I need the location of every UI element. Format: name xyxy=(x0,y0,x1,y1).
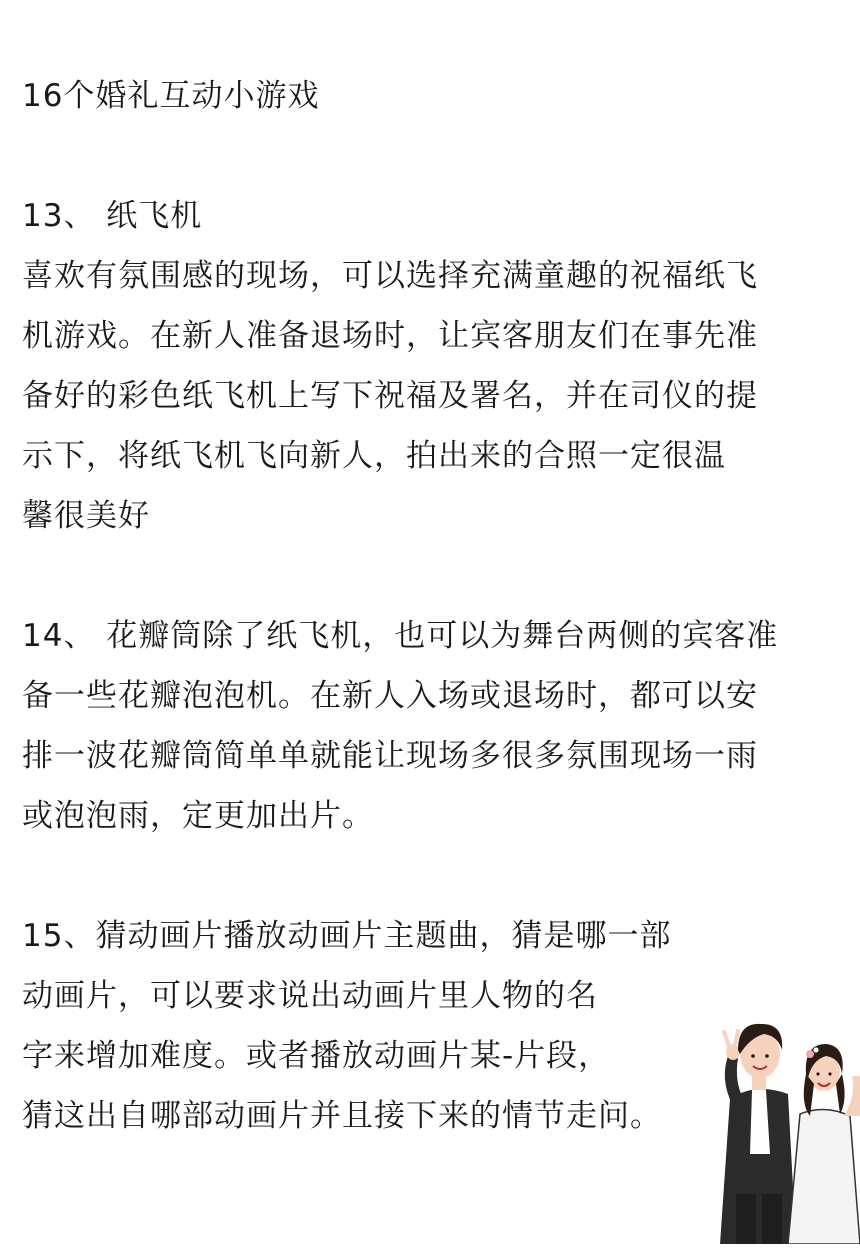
section-15-line: 动画片，可以要求说出动画片里人物的名 xyxy=(22,978,598,1014)
section-13-heading: 13、 纸飞机 xyxy=(22,198,203,234)
section-13-line: 机游戏。在新人准备退场时，让宾客朋友们在事先准 xyxy=(22,318,758,354)
section-15-line: 字来增加难度。或者播放动画片某-片段， xyxy=(22,1038,611,1074)
page-title: 16个婚礼互动小游戏 xyxy=(22,78,320,114)
section-15-line: 15、猜动画片播放动画片主题曲，猜是哪一部 xyxy=(22,918,672,954)
section-13-line: 备好的彩色纸飞机上写下祝福及署名，并在司仪的提 xyxy=(22,378,758,414)
section-14-line: 备一些花瓣泡泡机。在新人入场或退场时，都可以安 xyxy=(22,678,758,714)
section-14-line: 或泡泡雨，定更加出片。 xyxy=(22,798,374,834)
section-13-line: 喜欢有氛围感的现场，可以选择充满童趣的祝福纸飞 xyxy=(22,258,758,294)
section-15-line: 猜这出自哪部动画片并且接下来的情节走问。 xyxy=(22,1098,662,1134)
section-14-line: 排一波花瓣筒简单单就能让现场多很多氛围现场一雨 xyxy=(22,738,758,774)
wedding-couple-illustration xyxy=(700,1004,860,1244)
section-14-line: 14、 花瓣筒除了纸飞机，也可以为舞台两侧的宾客准 xyxy=(22,618,779,654)
section-13-line: 馨很美好 xyxy=(22,498,150,534)
section-13-line: 示下，将纸飞机飞向新人，拍出来的合照一定很温 xyxy=(22,438,726,474)
